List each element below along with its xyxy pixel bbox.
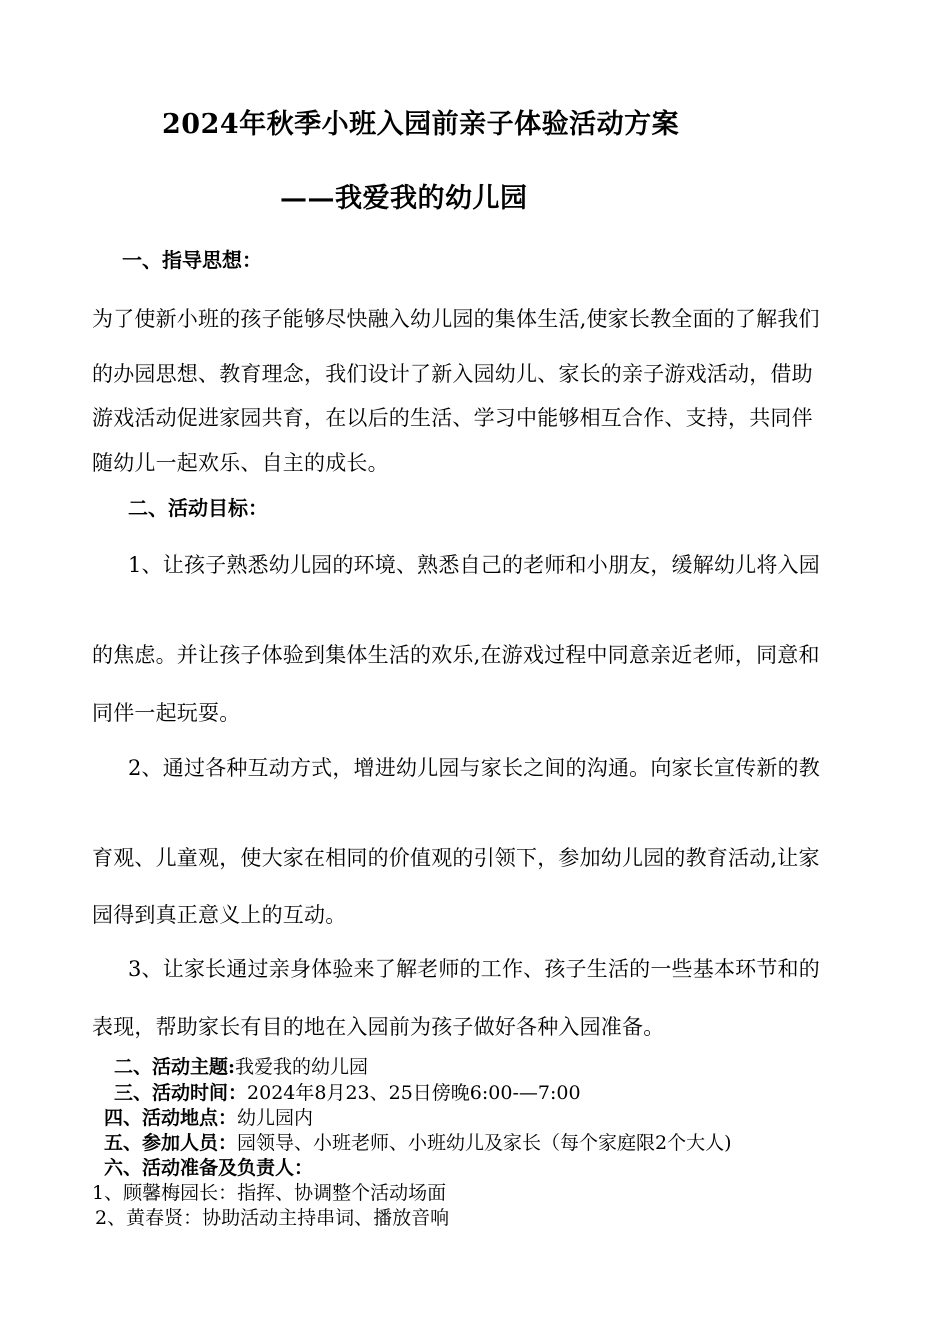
preparation-heading: 六、活动准备及负责人： [104,1157,314,1179]
activity-place-label: 四、活动地点： [104,1107,238,1129]
goal-1-line: 1、让孩子熟悉幼儿园的环境、熟悉自己的老师和小朋友，缓解幼儿将入园 [128,553,820,577]
paragraph-line: 随幼儿一起欢乐、自主的成长。 [92,451,389,475]
paragraph-line: 的办园思想、教育理念，我们设计了新入园幼儿、家长的亲子游戏活动，借助 [92,362,813,386]
activity-theme-row [114,1058,368,1077]
activity-place-value: 幼儿园内 [237,1107,314,1129]
paragraph-line: 为了使新小班的孩子能够尽快融入幼儿园的集体生活,使家长教全面的了解我们 [92,307,820,331]
paragraph-line: 游戏活动促进家园共育，在以后的生活、学习中能够相互合作、支持，共同伴 [92,406,813,430]
activity-place-row [104,1109,313,1128]
participants-label: 五、参加人员： [104,1132,238,1154]
activity-time-label: 三、活动时间： [114,1082,248,1104]
activity-theme-label: 二、活动主题: [114,1056,236,1078]
activity-time-value: 2024年8月23、25日傍晚6:00-—7:00 [247,1082,581,1104]
responsible-item: 1、顾馨梅园长：指挥、协调整个活动场面 [92,1182,447,1204]
goal-2-line: 2、通过各种互动方式，增进幼儿园与家长之间的沟通。向家长宣传新的教 [128,756,820,780]
goal-3-line: 3、让家长通过亲身体验来了解老师的工作、孩子生活的一些基本环节和的 [128,957,820,981]
goal-2-line: 育观、儿童观，使大家在相同的价值观的引领下，参加幼儿园的教育活动,让家 [92,846,820,870]
goal-1-line: 的焦虑。并让孩子体验到集体生活的欢乐,在游戏过程中同意亲近老师，同意和 [92,643,820,667]
activity-theme-value: 我爱我的幼儿园 [235,1056,369,1078]
goal-2-line: 园得到真正意义上的互动。 [92,903,347,927]
document-title: 2024年秋季小班入园前亲子体验活动方案 [162,109,680,140]
participants-value: 园领导、小班老师、小班幼儿及家长（每个家庭限2个大人) [237,1132,732,1154]
participants-row [104,1134,732,1153]
section-heading-guiding-thought: 一、指导思想： [122,248,262,272]
goal-3-line: 表现，帮助家长有目的地在入园前为孩子做好各种入园准备。 [92,1015,665,1039]
goal-1-line: 同伴一起玩耍。 [92,701,241,725]
activity-time-row [114,1084,581,1103]
section-heading-goals: 二、活动目标： [128,496,268,520]
document-subtitle: ——我爱我的幼儿园 [280,183,528,214]
responsible-item: 2、黄春贤：协助活动主持串词、播放音响 [95,1207,450,1229]
